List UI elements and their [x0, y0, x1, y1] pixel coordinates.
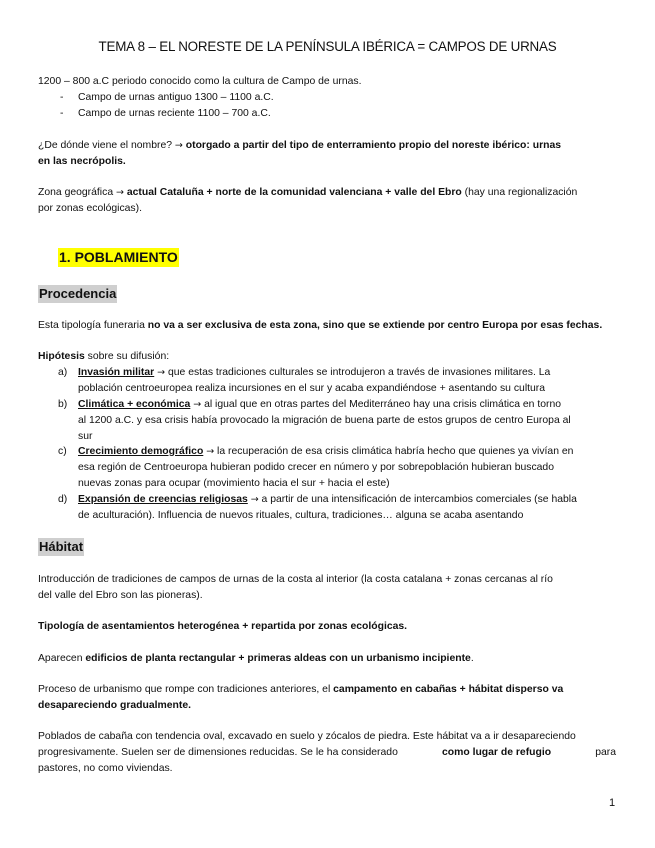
procedencia-text	[38, 318, 602, 334]
habitat-p5-bold: como lugar de refugio	[441, 747, 552, 758]
list-item-line: al 1200 a.C. y esa crisis había provocado la migración de buena parte de estos grupos de centro Europa al	[78, 415, 571, 426]
zone-rest: (hay una regionalización	[464, 187, 578, 198]
subheading-procedencia: Procedencia	[39, 286, 117, 301]
habitat-p4-bold: campamento en cabañas + hábitat disperso va	[333, 684, 564, 695]
list-item-line: al igual que en otras partes del Mediterráneo hay una crisis climática en torno	[204, 399, 562, 410]
list-item-term: Expansión de creencias religiosas	[78, 494, 248, 505]
list-marker: c)	[58, 446, 67, 457]
habitat-p4-line2: desapareciendo gradualmente.	[38, 700, 192, 711]
hipotesis-line	[38, 349, 169, 365]
habitat-p5-line3: pastores, no como viviendas.	[38, 763, 173, 774]
zone-line-2: por zonas ecológicas).	[38, 203, 142, 214]
section-heading-poblamiento: 1. POBLAMIENTO	[59, 249, 178, 265]
habitat-p5-line2	[38, 745, 616, 761]
dash-bullet: -	[60, 108, 64, 119]
list-item	[0, 90, 655, 106]
list-item	[0, 444, 655, 492]
list-item-term: Crecimiento demográfico	[78, 446, 204, 457]
page-number: 1	[609, 797, 616, 809]
list-item-text: Campo de urnas antiguo 1300 – 1100 a.C.	[78, 92, 274, 103]
list-item-line: nuevas zonas para ocupar (movimiento hacia el sur + hacia el este)	[78, 478, 390, 489]
list-item-line: a partir de una intensificación de intercambios comerciales (se habla	[261, 494, 577, 505]
list-marker: a)	[58, 367, 68, 378]
list-item-line: esa región de Centroeuropa hubieran podido crecer en número y por sobrepoblación hubieran buscado	[78, 462, 554, 473]
habitat-p5-text: progresivamente. Suelen ser de dimensiones reducidas. Se le ha considerado	[38, 747, 398, 758]
subheading-habitat: Hábitat	[39, 539, 84, 554]
list-item-text	[78, 444, 616, 460]
habitat-p4-line1	[38, 682, 563, 698]
list-item	[0, 106, 655, 122]
habitat-p2: Tipología de asentamientos heterogénea + repartida por zonas ecológicas.	[38, 621, 408, 632]
dash-bullet: -	[60, 92, 64, 103]
list-item-text	[78, 365, 616, 381]
list-item-line: sur	[78, 431, 93, 442]
list-item-line: la recuperación de esa crisis climática habría hecho que quienes ya vivían en	[217, 446, 574, 457]
procedencia-text-plain: Esta tipología funeraria	[38, 320, 148, 331]
habitat-p3-bold: edificios de planta rectangular + primeras aldeas con un urbanismo incipiente	[85, 653, 471, 664]
habitat-p5-line1: Poblados de cabaña con tendencia oval, excavado en suelo y zócalos de piedra. Este hábitat va a ir desapareciendo	[38, 731, 576, 742]
arrow-icon: →	[115, 187, 124, 198]
list-item-term: Climática + económica	[78, 399, 191, 410]
habitat-p3-pre: Aparecen	[38, 653, 86, 664]
habitat-p1-line1: Introducción de tradiciones de campos de urnas de la costa al interior (la costa catalana + zonas cercanas al río	[38, 574, 553, 585]
list-item	[0, 492, 655, 524]
arrow-icon: →	[193, 399, 202, 410]
page-title: TEMA 8 – EL NORESTE DE LA PENÍNSULA IBÉRICA = CAMPOS DE URNAS	[98, 39, 557, 54]
origin-line-2: en las necrópolis.	[38, 156, 126, 167]
habitat-p4-pre: Proceso de urbanismo que rompe con tradiciones anteriores, el	[38, 684, 334, 695]
list-item-line: de aculturación). Influencia de nuevos rituales, cultura, tradiciones… alguna se acaba asentando	[78, 510, 524, 521]
list-item-line: población centroeuropea realiza incursiones en el sur y acaba expandiéndose + asentando su cultura	[78, 383, 546, 394]
origin-line-1	[38, 138, 561, 154]
list-marker: d)	[58, 494, 68, 505]
procedencia-text-bold: no va a ser exclusiva de esta zona, sino que se extiende por centro Europa por esas fechas.	[147, 320, 603, 331]
list-item	[0, 397, 655, 445]
list-item-text: Campo de urnas reciente 1100 – 700 a.C.	[78, 108, 271, 119]
list-item-text	[78, 492, 616, 508]
habitat-p5-after: para	[595, 747, 616, 758]
list-item-text	[78, 397, 616, 413]
habitat-p1-line2: del valle del Ebro son las pioneras).	[38, 590, 203, 601]
hipotesis-rest: sobre su difusión:	[84, 351, 170, 362]
list-item	[0, 365, 655, 397]
intro-line: 1200 – 800 a.C periodo conocido como la cultura de Campo de urnas.	[38, 76, 362, 87]
zone-bold: actual Cataluña + norte de la comunidad valenciana + valle del Ebro	[126, 187, 462, 198]
origin-answer: otorgado a partir del tipo de enterramiento propio del noreste ibérico: urnas	[185, 140, 562, 151]
arrow-icon: →	[157, 367, 166, 378]
list-item-term: Invasión militar	[78, 367, 155, 378]
origin-question: ¿De dónde viene el nombre?	[38, 140, 173, 151]
arrow-icon: →	[174, 140, 183, 151]
arrow-icon: →	[250, 494, 259, 505]
arrow-icon: →	[206, 446, 215, 457]
habitat-p3	[38, 651, 474, 667]
zone-label: Zona geográfica	[38, 187, 114, 198]
list-marker: b)	[58, 399, 68, 410]
habitat-p3-post: .	[470, 653, 474, 664]
zone-line-1	[38, 185, 577, 201]
list-item-line: que estas tradiciones culturales se introdujeron a través de invasiones militares. La	[167, 367, 551, 378]
hipotesis-label: Hipótesis	[38, 351, 85, 362]
